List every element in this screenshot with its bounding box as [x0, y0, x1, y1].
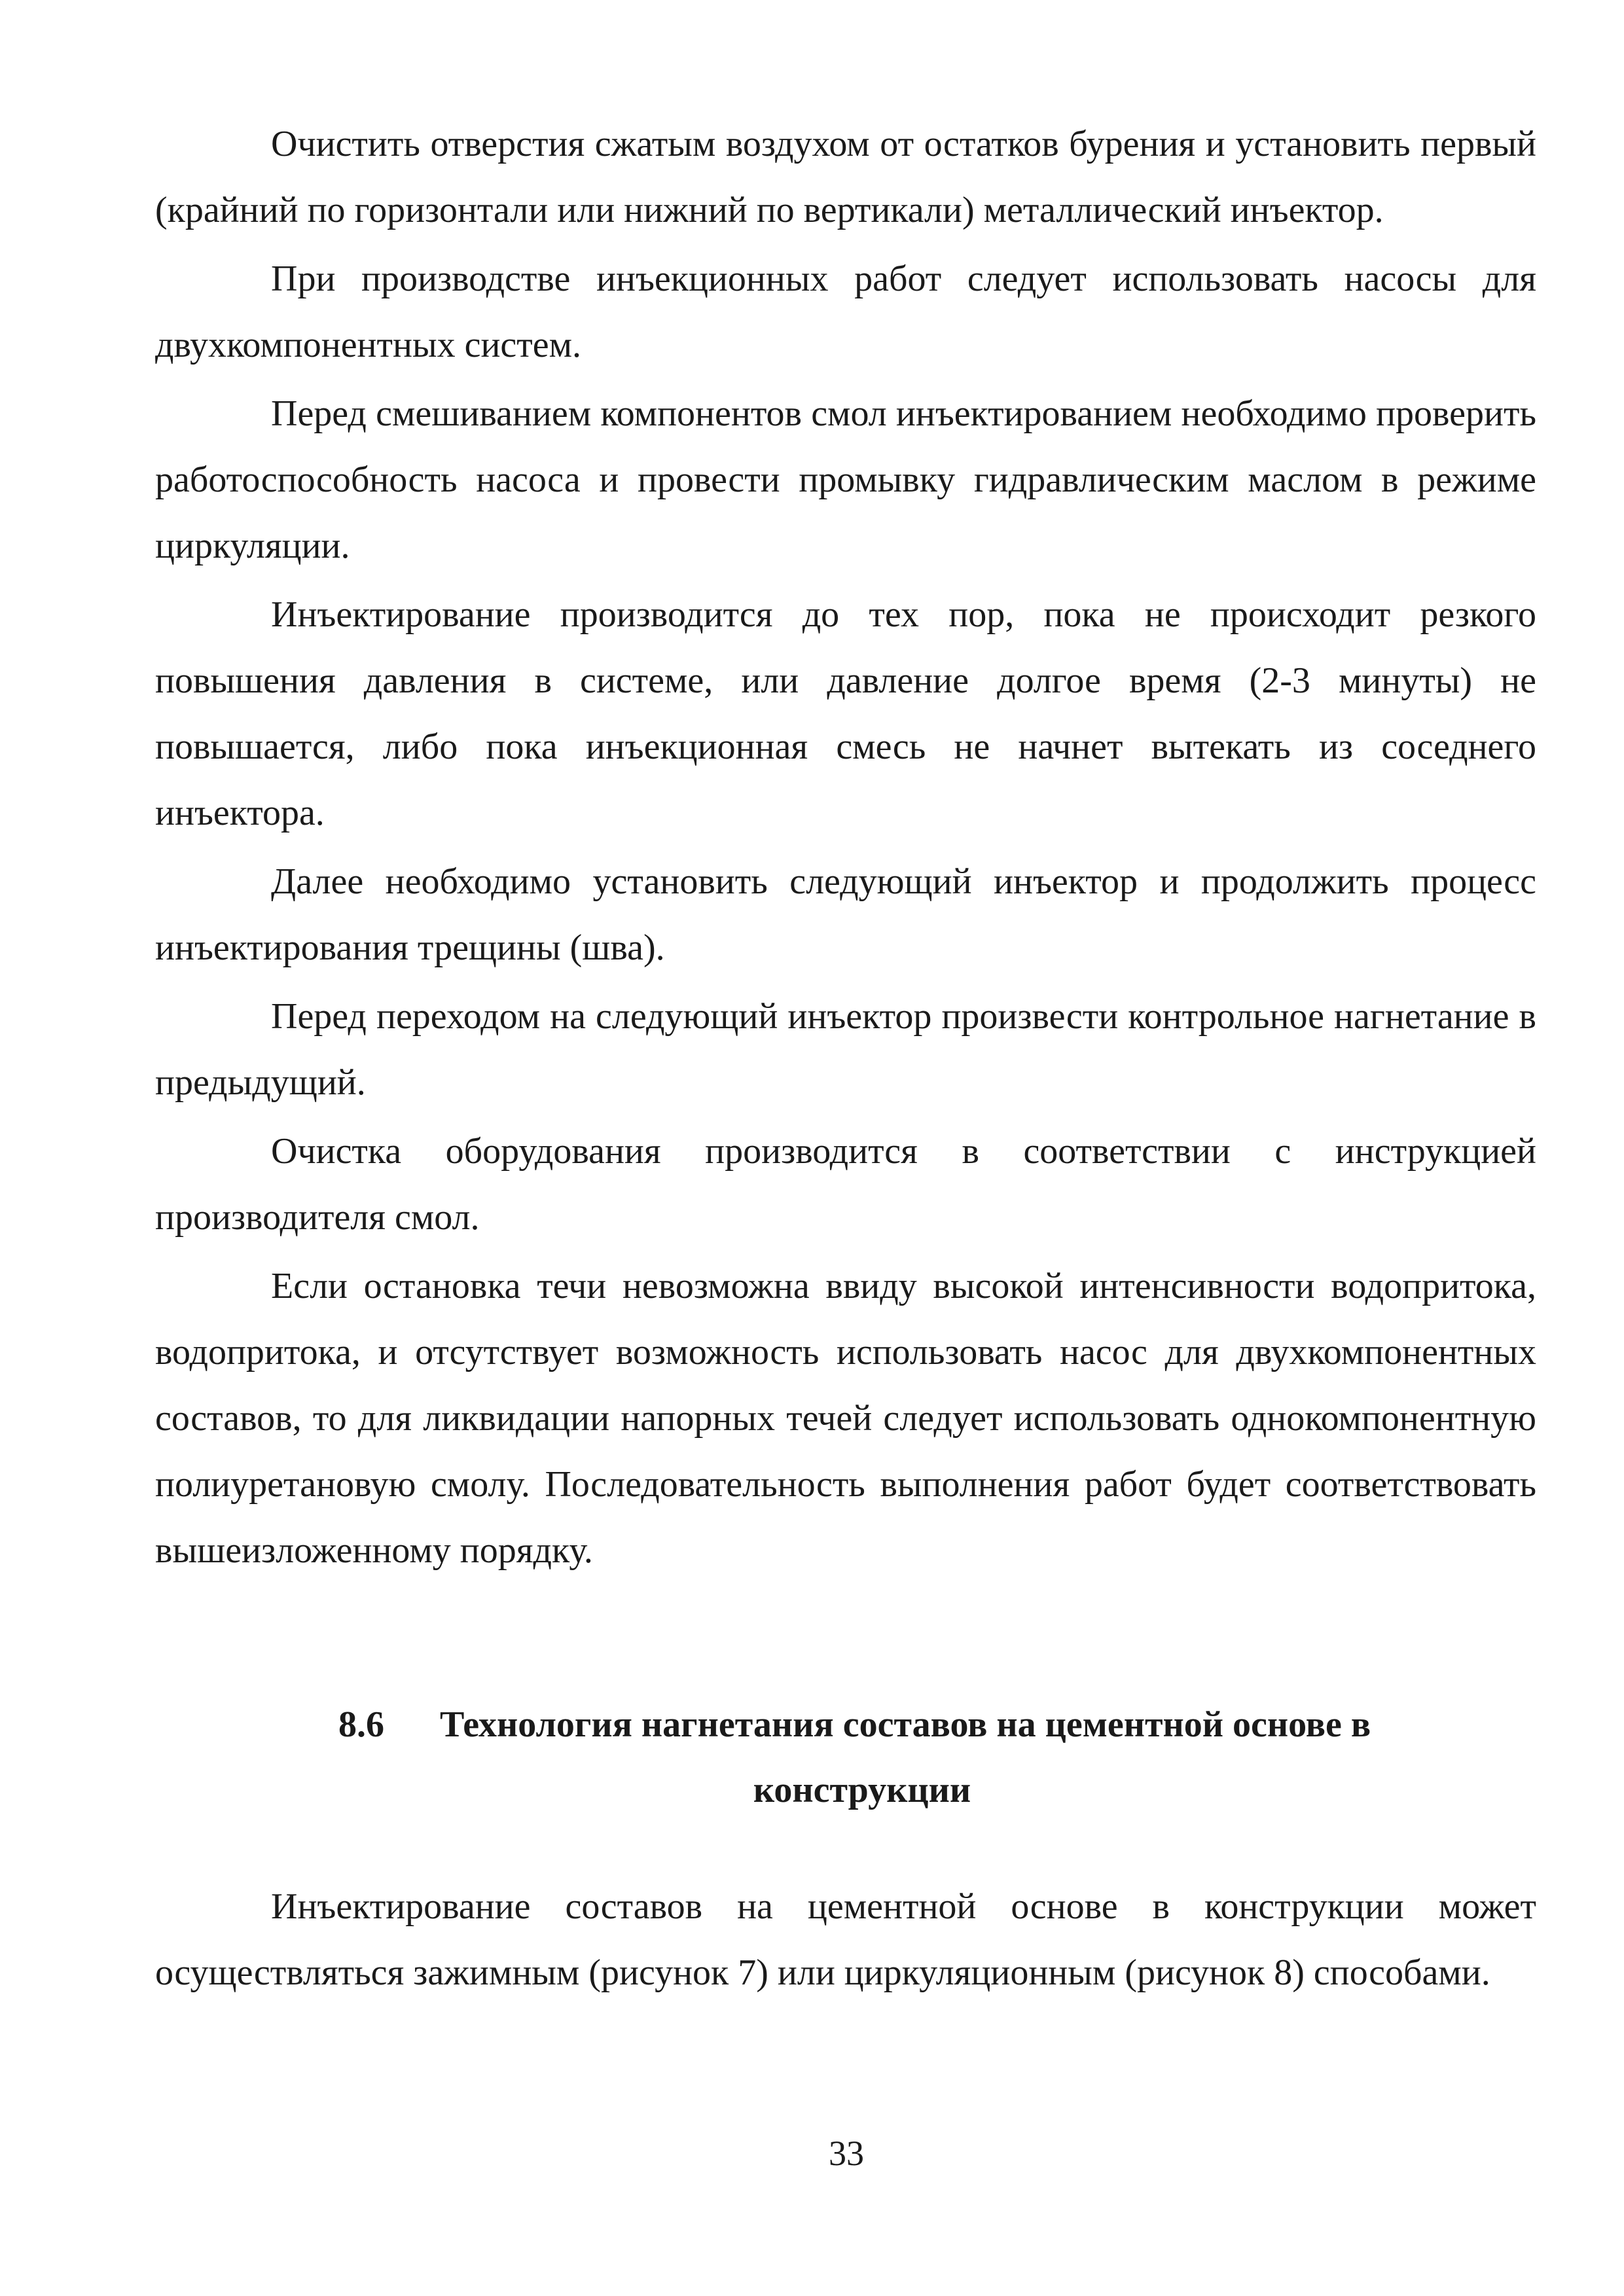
document-body — [155, 111, 1536, 1584]
paragraph-control-injection: Перед переходом на следующий инъектор произвести контрольное нагнетание в предыдущий. — [155, 996, 1536, 1103]
paragraph-pumps: При производстве инъекционных работ следует использовать насосы для двухкомпонентных систем. — [155, 259, 1536, 365]
page-number: 33 — [829, 2134, 864, 2173]
paragraph-high-inflow: Если остановка течи невозможна ввиду высокой интенсивности водопритока, водопритока, и отсутствует возможность использовать насос для двухкомпонентных составов, то для ликвидации напорных течей следует использовать однокомпонентную полиуретановую смолу. Последовательность выполнения работ будет соответствовать вышеизложенному порядку. — [155, 1266, 1536, 1571]
paragraph-cement-injection-methods: Инъектирование составов на цементной основе в конструкции может осуществляться зажимным (рисунок 7) или циркуляционным (рисунок 8) способами. — [155, 1886, 1536, 1993]
section-body — [155, 1874, 1536, 2006]
section-heading — [155, 1692, 1536, 1823]
section-title-line2: конструкции — [753, 1770, 971, 1810]
section-title-line1: Технология нагнетания составов на цементной основе в — [440, 1704, 1371, 1745]
paragraph-equipment-cleaning: Очистка оборудования производится в соответствии с инструкцией производителя смол. — [155, 1131, 1536, 1238]
paragraph-pump-check: Перед смешиванием компонентов смол инъектированием необходимо проверить работоспособность насоса и провести промывку гидравлическим маслом в режиме циркуляции. — [155, 393, 1536, 566]
section-heading-line1 — [155, 1692, 1536, 1757]
paragraph-next-injector: Далее необходимо установить следующий инъектор и продолжить процесс инъектирования трещины (шва). — [155, 861, 1536, 968]
paragraph-clean-holes: Очистить отверстия сжатым воздухом от остатков бурения и установить первый (крайний по горизонтали или нижний по вертикали) металлический инъектор. — [155, 124, 1536, 230]
section-number: 8.6 — [338, 1704, 384, 1745]
paragraph-injection-process: Инъектирование производится до тех пор, пока не происходит резкого повышения давления в системе, или давление долгое время (2-3 минуты) не повышается, либо пока инъекционная смесь не начнет вытекать из соседнего инъектора. — [155, 594, 1536, 833]
